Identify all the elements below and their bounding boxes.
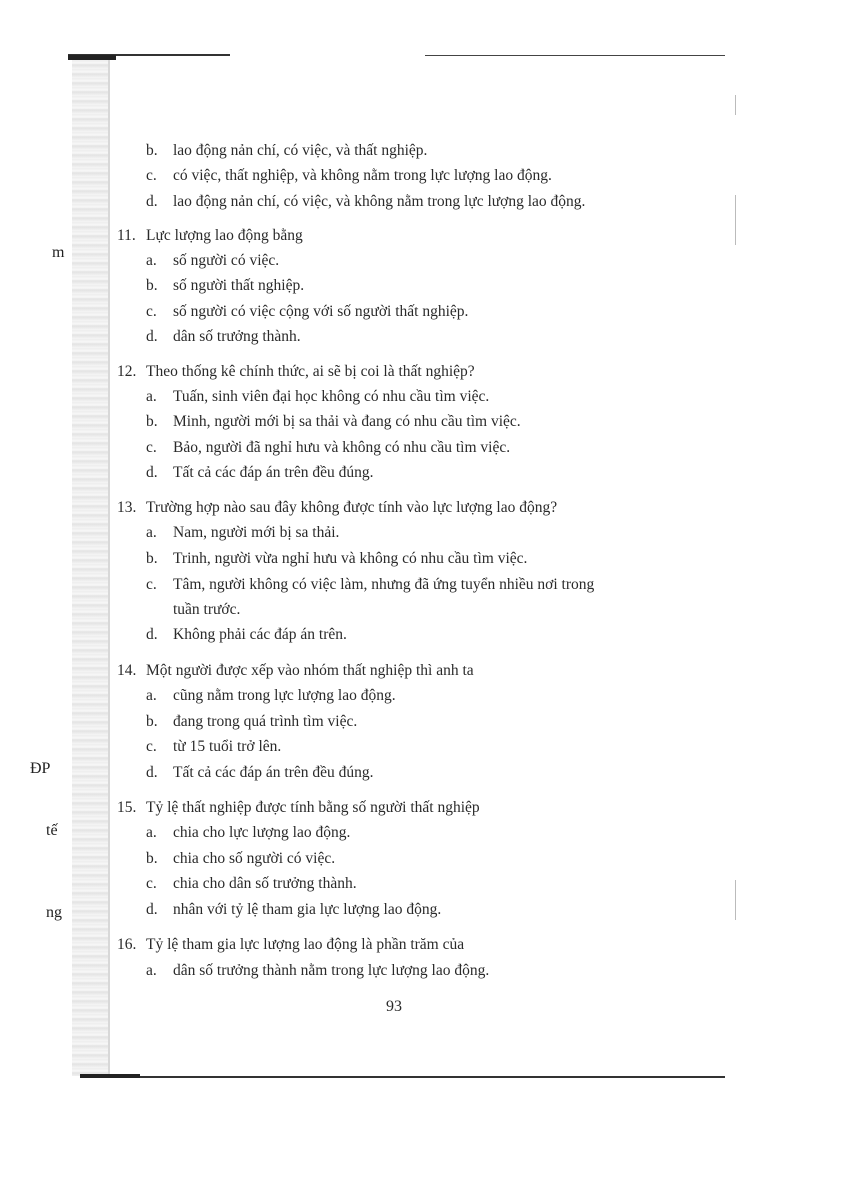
option-letter: b.: [146, 277, 158, 294]
question-text: Trường hợp nào sau đây không được tính vào lực lượng lao động?: [146, 499, 558, 516]
option-letter: d.: [146, 193, 158, 210]
question-text: Một người được xếp vào nhóm thất nghiệp thì anh ta: [146, 662, 474, 679]
question-number: 13.: [117, 499, 137, 516]
margin-fragment: ĐP: [30, 760, 51, 777]
option-letter: c.: [146, 303, 157, 320]
option-letter: c.: [146, 576, 157, 593]
question-text: Tỷ lệ thất nghiệp được tính bằng số người thất nghiệp: [146, 799, 480, 816]
margin-fragment: m: [52, 244, 65, 261]
option-letter: a.: [146, 824, 157, 841]
option-text: chia cho dân số trưởng thành.: [173, 875, 357, 892]
option-letter: a.: [146, 687, 157, 704]
option-text: Trinh, người vừa nghỉ hưu và không có nhu cầu tìm việc.: [173, 550, 528, 567]
option-letter: d.: [146, 464, 158, 481]
option-letter: c.: [146, 439, 157, 456]
option-text: lao động nản chí, có việc, và thất nghiệp.: [173, 142, 428, 159]
option-letter: a.: [146, 962, 157, 979]
option-letter: b.: [146, 550, 158, 567]
option-text: nhân với tỷ lệ tham gia lực lượng lao động.: [173, 901, 442, 918]
option-letter: a.: [146, 252, 157, 269]
option-text: Tất cả các đáp án trên đều đúng.: [173, 764, 374, 781]
option-letter: b.: [146, 142, 158, 159]
margin-fragment: tế: [46, 822, 58, 839]
option-letter: b.: [146, 850, 158, 867]
question-number: 16.: [117, 936, 137, 953]
question-number: 11.: [117, 227, 136, 244]
option-text: lao động nản chí, có việc, và không nằm trong lực lượng lao động.: [173, 193, 586, 210]
question-number: 15.: [117, 799, 137, 816]
option-text: Tuấn, sinh viên đại học không có nhu cầu tìm việc.: [173, 388, 490, 405]
question-text: Lực lượng lao động bằng: [146, 227, 303, 244]
option-text: chia cho số người có việc.: [173, 850, 336, 867]
option-text: có việc, thất nghiệp, và không nằm trong lực lượng lao động.: [173, 167, 552, 184]
option-letter: c.: [146, 875, 157, 892]
option-text: Tất cả các đáp án trên đều đúng.: [173, 464, 374, 481]
question-text: Tỷ lệ tham gia lực lượng lao động là phần trăm của: [146, 936, 465, 953]
option-letter: c.: [146, 738, 157, 755]
option-letter: b.: [146, 713, 158, 730]
option-letter: a.: [146, 524, 157, 541]
option-text: chia cho lực lượng lao động.: [173, 824, 351, 841]
option-text-continued: tuần trước.: [173, 601, 241, 618]
option-letter: a.: [146, 388, 157, 405]
question-number: 14.: [117, 662, 137, 679]
option-letter: b.: [146, 413, 158, 430]
option-letter: d.: [146, 328, 158, 345]
option-text: đang trong quá trình tìm việc.: [173, 713, 358, 730]
question-number: 12.: [117, 363, 137, 380]
option-text: Tâm, người không có việc làm, nhưng đã ứng tuyển nhiều nơi trong: [173, 576, 595, 593]
option-text: Bảo, người đã nghỉ hưu và không có nhu cầu tìm việc.: [173, 439, 511, 456]
page-number: 93: [386, 998, 402, 1015]
margin-fragment: ng: [46, 904, 62, 921]
option-text: số người thất nghiệp.: [173, 277, 305, 294]
option-text: cũng nằm trong lực lượng lao động.: [173, 687, 396, 704]
option-text: Minh, người mới bị sa thải và đang có nhu cầu tìm việc.: [173, 413, 521, 430]
option-letter: d.: [146, 764, 158, 781]
question-text: Theo thống kê chính thức, ai sẽ bị coi là thất nghiệp?: [146, 363, 475, 380]
option-text: dân số trưởng thành nằm trong lực lượng lao động.: [173, 962, 490, 979]
option-text: dân số trưởng thành.: [173, 328, 301, 345]
option-text: Nam, người mới bị sa thải.: [173, 524, 340, 541]
option-text: số người có việc.: [173, 252, 280, 269]
option-letter: c.: [146, 167, 157, 184]
option-text: số người có việc cộng với số người thất nghiệp.: [173, 303, 469, 320]
option-letter: d.: [146, 626, 158, 643]
option-letter: d.: [146, 901, 158, 918]
option-text: từ 15 tuổi trở lên.: [173, 738, 282, 755]
option-text: Không phải các đáp án trên.: [173, 626, 347, 643]
